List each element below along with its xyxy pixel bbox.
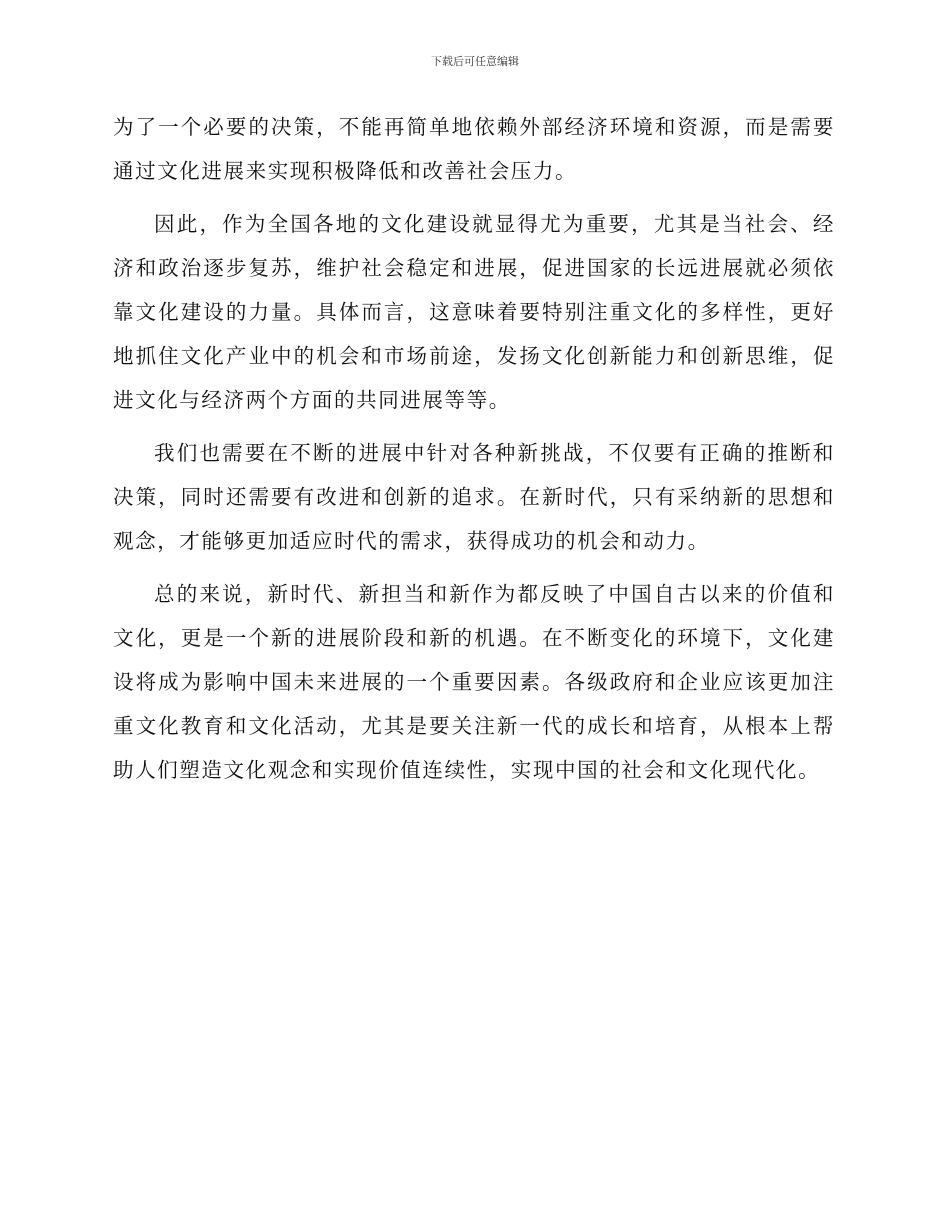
paragraph: 总的来说，新时代、新担当和新作为都反映了中国自古以来的价值和文化，更是一个新的进展阶段和新的机遇。在不断变化的环境下，文化建设将成为影响中国未来进展的一个重要因素。各级政府和企业应该更加注重文化教育和文化活动，尤其是要关注新一代的成长和培育，从根本上帮助人们塑造文化观念和实现价值连续性，实现中国的社会和文化现代化。 xyxy=(113,582,835,782)
paragraph-continuation: 为了一个必要的决策，不能再简单地依赖外部经济环境和资源，而是需要通过文化进展来实现积极降低和改善社会压力。 xyxy=(113,115,835,183)
document-body xyxy=(113,105,835,801)
paragraph: 我们也需要在不断的进展中针对各种新挑战，不仅要有正确的推断和决策，同时还需要有改进和创新的追求。在新时代，只有采纳新的思想和观念，才能够更加适应时代的需求，获得成功的机会和动力。 xyxy=(113,441,835,553)
page-header: 下载后可任意编辑 xyxy=(431,55,519,68)
paragraph: 因此，作为全国各地的文化建设就显得尤为重要，尤其是当社会、经济和政治逐步复苏，维护社会稳定和进展，促进国家的长远进展就必须依靠文化建设的力量。具体而言，这意味着要特别注重文化的多样性，更好地抓住文化产业中的机会和市场前途，发扬文化创新能力和创新思维，促进文化与经济两个方面的共同进展等等。 xyxy=(113,212,835,412)
